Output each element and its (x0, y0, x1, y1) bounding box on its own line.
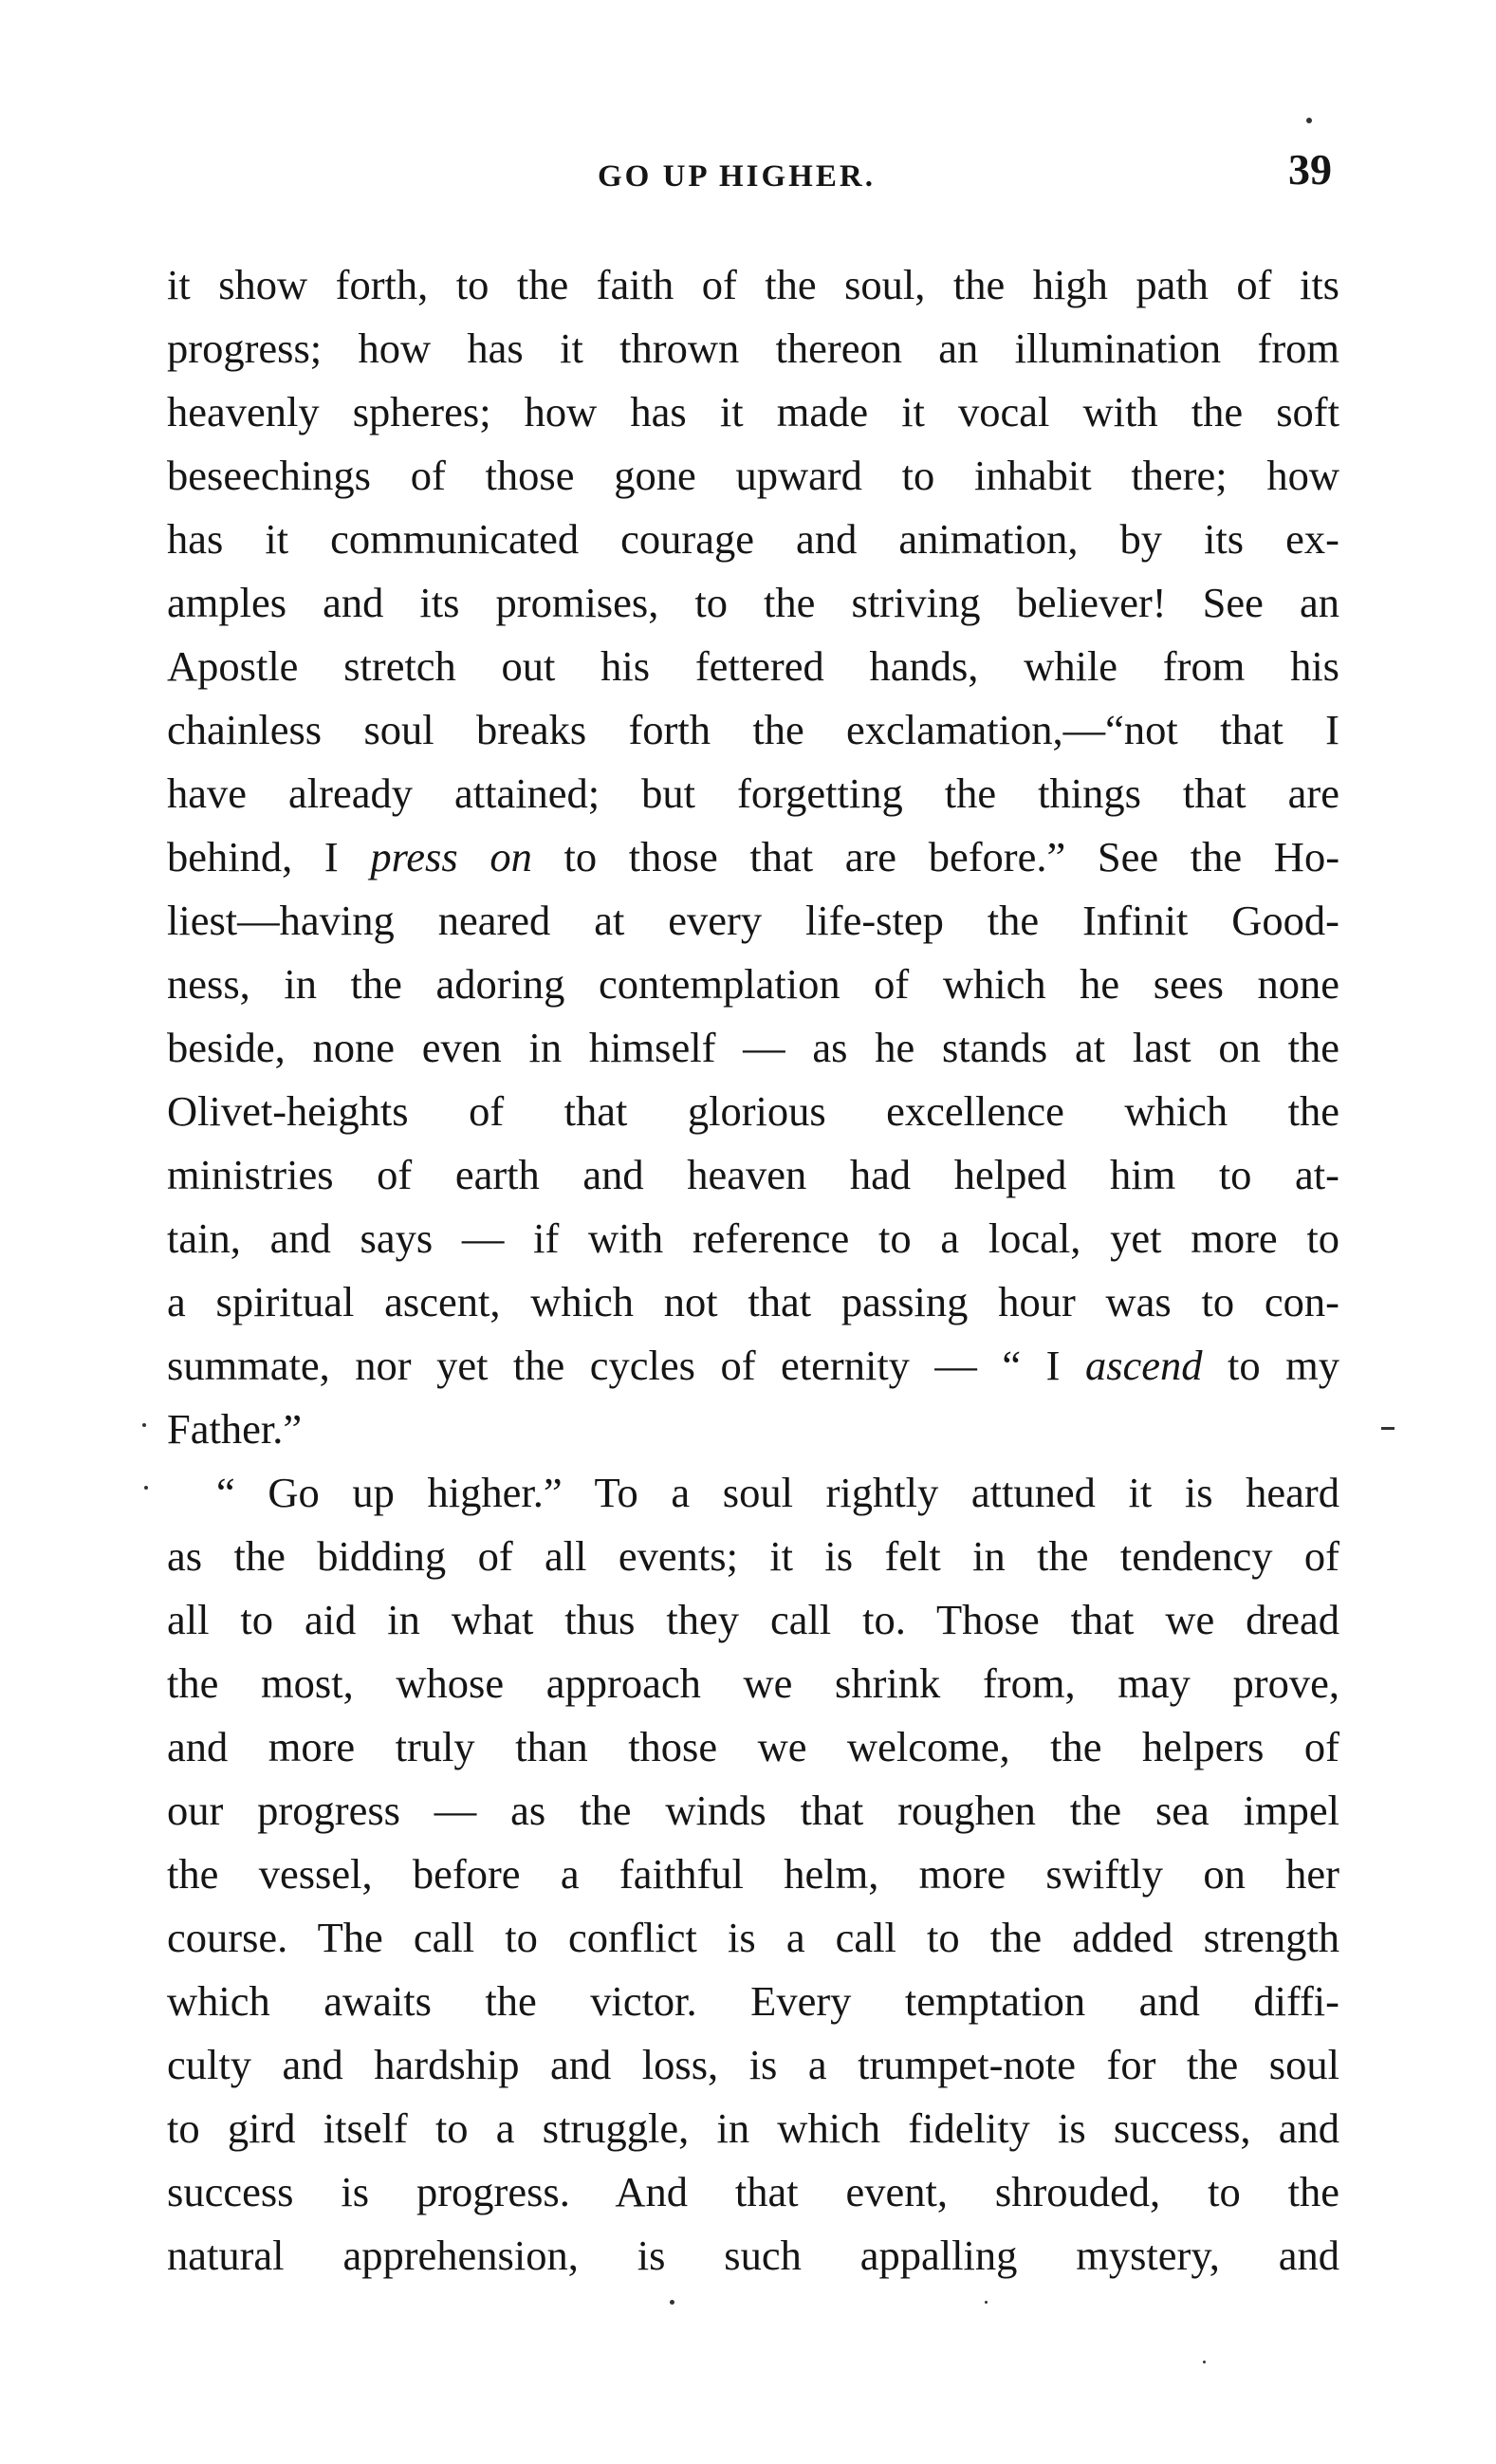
text-line (167, 828, 1339, 885)
ink-speck (142, 1423, 146, 1427)
text-line: ministries of earth and heaven had helped him to at- (167, 1151, 1339, 1198)
text-line: liest—having neared at every life-step the Infinit Good- (167, 897, 1339, 944)
text-span: summate, nor yet the cycles of eternity — “ I (167, 1342, 1061, 1389)
ink-speck (670, 2300, 674, 2305)
text-line: our progress — as the winds that roughen the sea impel (167, 1787, 1339, 1834)
text-line: Olivet-heights of that glorious excellence which the (167, 1087, 1339, 1135)
text-line: course. The call to conflict is a call to the added strength (167, 1914, 1339, 1961)
text-span: to my (1228, 1342, 1340, 1389)
ink-speck (1203, 2361, 1206, 2363)
text-line: a spiritual ascent, which not that passing hour was to con- (167, 1278, 1339, 1325)
text-line: have already attained; but forgetting the things that are (167, 769, 1339, 817)
text-line: has it communicated courage and animation, by its ex- (167, 515, 1339, 563)
margin-mark (1381, 1427, 1394, 1430)
text-line: ness, in the adoring contemplation of which he sees none (167, 960, 1339, 1008)
text-line: success is progress. And that event, shrouded, to the (167, 2168, 1339, 2215)
italic-phrase: ascend (1084, 1342, 1203, 1389)
text-line: tain, and says — if with reference to a local, yet more to (167, 1214, 1339, 1262)
text-line: which awaits the victor. Every temptation and diffi- (167, 1977, 1339, 2025)
text-line: natural apprehension, is such appalling mystery, and (167, 2232, 1339, 2279)
text-line: culty and hardship and loss, is a trumpet-note for the soul (167, 2041, 1339, 2088)
italic-phrase: press on (370, 833, 532, 880)
text-line: the vessel, before a faithful helm, more swiftly on her (167, 1850, 1339, 1898)
text-span: behind, I (167, 833, 339, 880)
text-line: beseechings of those gone upward to inhabit there; how (167, 452, 1339, 499)
running-title: GO UP HIGHER. (598, 159, 876, 194)
text-line: it show forth, to the faith of the soul, the high path of its (167, 261, 1339, 308)
ink-speck (985, 2301, 988, 2304)
page-number: 39 (1288, 145, 1332, 194)
ink-speck (144, 1486, 148, 1490)
text-line: to gird itself to a struggle, in which fidelity is success, and (167, 2104, 1339, 2152)
text-line: as the bidding of all events; it is felt in the tendency of (167, 1532, 1339, 1580)
text-line: beside, none even in himself — as he stands at last on the (167, 1024, 1339, 1071)
text-line (167, 1337, 1339, 1394)
text-span: to those that are before.” See the Ho- (563, 833, 1340, 880)
text-line: all to aid in what thus they call to. Those that we dread (167, 1596, 1339, 1643)
text-line: amples and its promises, to the striving believer! See an (167, 579, 1339, 626)
text-line: heavenly spheres; how has it made it vocal with the soft (167, 388, 1339, 435)
text-line: progress; how has it thrown thereon an illumination from (167, 324, 1339, 372)
text-line: and more truly than those we welcome, the helpers of (167, 1723, 1339, 1770)
text-line: Father.” (167, 1405, 303, 1453)
text-line: Apostle stretch out his fettered hands, while from his (167, 642, 1339, 690)
text-line: chainless soul breaks forth the exclamation,—“not that I (167, 706, 1339, 753)
text-line: the most, whose approach we shrink from, may prove, (167, 1659, 1339, 1707)
text-line: “ Go up higher.” To a soul rightly attuned it is heard (216, 1469, 1339, 1516)
